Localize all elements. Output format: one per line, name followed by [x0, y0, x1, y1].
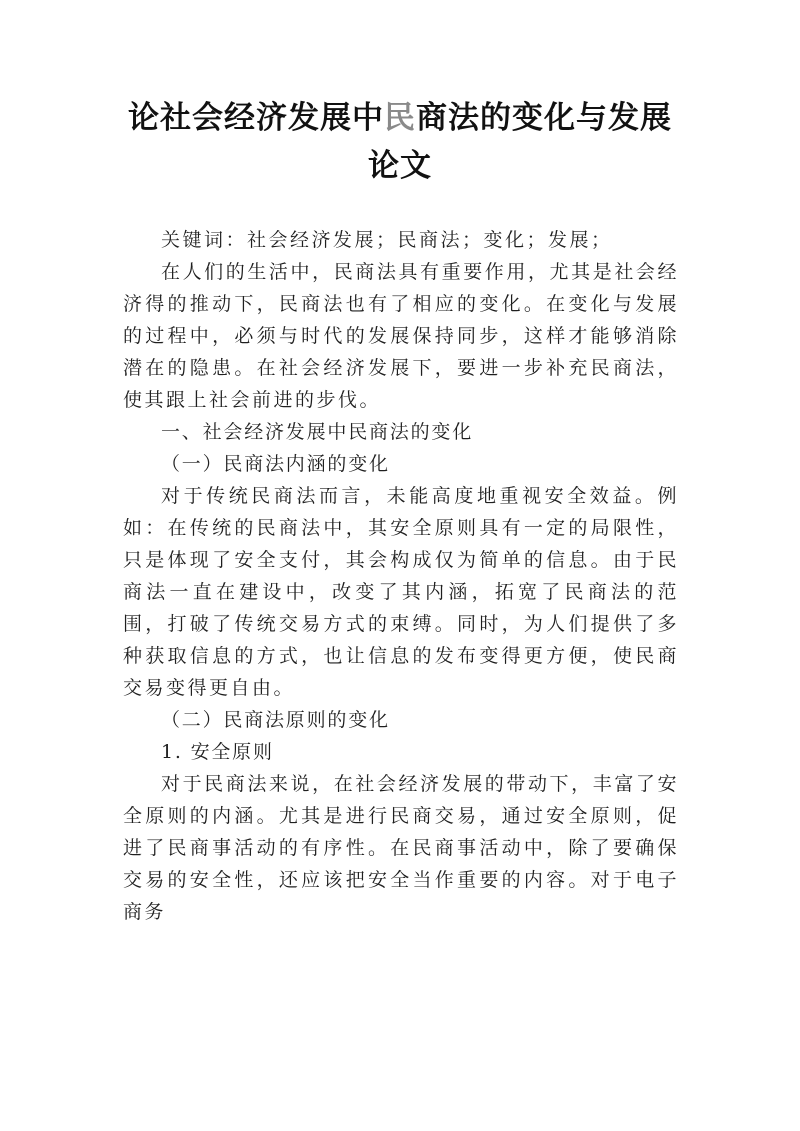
intro-paragraph: 在人们的生活中，民商法具有重要作用，尤其是社会经济得的推动下，民商法也有了相应的变化。在变化与发展的过程中，必须与时代的发展保持同步，这样才能够消除潜在的隐患。在社会经济发展下，要进一步补充民商法，使其跟上社会前进的步伐。 — [123, 261, 679, 411]
document-title — [120, 94, 680, 190]
section-heading-1: 一、社会经济发展中民商法的变化 — [161, 421, 474, 443]
subsection-heading-1: （一）民商法内涵的变化 — [161, 453, 390, 475]
item-heading-safety-principle: 1. 安全原则 — [161, 741, 274, 763]
paragraph-safety-principle: 对于民商法来说，在社会经济发展的带动下，丰富了安全原则的内涵。尤其是进行民商交易，通过安全原则，促进了民商事活动的有序性。在民商事活动中，除了要确保交易的安全性，还应该把安全当作重要的内容。对于电子商务 — [123, 773, 679, 923]
keywords-line: 关键词：社会经济发展；民商法；变化；发展； — [161, 229, 613, 251]
title-text-part1: 论社会经济发展中 — [128, 100, 384, 136]
document-body — [123, 224, 679, 928]
paragraph-connotation-change: 对于传统民商法而言，未能高度地重视安全效益。例如：在传统的民商法中，其安全原则具有一定的局限性，只是体现了安全支付，其会构成仅为简单的信息。由于民商法一直在建设中，改变了其内涵，拓宽了民商法的范围，打破了传统交易方式的束缚。同时，为人们提供了多种获取信息的方式，也让信息的发布变得更方便，使民商交易变得更自由。 — [123, 485, 679, 699]
title-text-part2: 商法的变化与发展论文 — [368, 100, 672, 184]
subsection-heading-2: （二）民商法原则的变化 — [161, 709, 390, 731]
title-highlight-char: 民 — [384, 100, 416, 136]
